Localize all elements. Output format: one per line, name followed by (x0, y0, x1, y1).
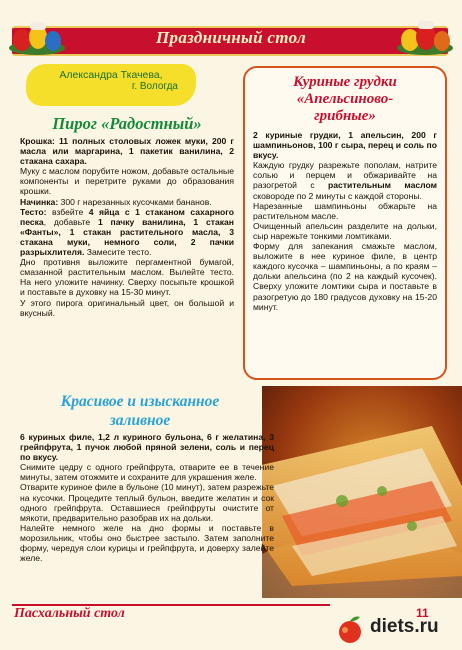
recipe-1-ingredients: Крошка: 11 полных столовых ложек муки, 200 г масла или маргарина, 1 пакетик ванилина, 2 стакана сахара. (20, 136, 234, 167)
page-number: 11 (416, 606, 429, 620)
recipe-2-paragraph: Каждую грудку разрежьте пополам, натрите солью и перцем и обжаривайте на разогретой с растительным маслом сковороде по 2 минуты с каждой стороны. (253, 160, 437, 201)
section-title: Праздничный стол (156, 28, 306, 47)
recipe-3-body (20, 432, 274, 563)
recipe-2-paragraph: Форму для запекания смажьте маслом, выложите в нее куриное филе, в центр каждого кусочка – шампиньоны, а по краям – дольки апельсина (по 2 на каждый кусочек). Сверху уложите ломтики сыра и поставьте в разогретую до 180 градусов духовку на 15-20 минут. (253, 241, 437, 312)
footer-title: Пасхальный стол (14, 606, 125, 621)
recipe-2-paragraph: Нарезанные шампиньоны обжарьте на растительном масле. (253, 200, 437, 221)
recipe-3-paragraph: Отварите куриное филе в бульоне (10 минут), затем разрежьте на кусочки. Процедите теплый бульон, введите желатин и сок одного грейпфрута. Оставшиеся грейпфруты очистите от мякоти, предварительно разобрав их на дольки. (20, 482, 274, 523)
aspic-photo (262, 386, 462, 598)
recipe-1-paragraph: У этого пирога оригинальный цвет, он большой и вкусный. (20, 297, 234, 318)
recipe-3-ingredients: 6 куриных филе, 1,2 л куриного бульона, 6 г желатина, 3 грейпфрута, 1 пучок любой пряной зелени, соль и перец по вкусу. (20, 432, 274, 463)
recipe-1-paragraph: Дно противня выложите пергаментной бумагой, смазанной растительным маслом. Вылейте тесто. На него уложите начинку. Сверху посыпьте крошкой и поставьте в духовку на 15-30 минут. (20, 257, 234, 298)
apple-logo-icon (330, 614, 370, 644)
recipe-3-paragraph: Снимите цедру с одного грейпфрута, отварите ее в течение минуты, затем отожмите и сохраните для украшения желе. (20, 462, 274, 483)
recipe-2-paragraph: Очищенный апельсин разделите на дольки, сыр нарежьте тонкими ломтиками. (253, 220, 437, 241)
recipe-2-body (253, 130, 437, 312)
recipe-2-ingredients: 2 куриные грудки, 1 апельсин, 200 г шампиньонов, 100 г сыра, перец и соль по вкусу. (253, 130, 437, 161)
author-badge (26, 64, 196, 106)
watermark-text: diets.ru (370, 616, 439, 637)
recipe-3-title: Красивое и изысканное заливное (60, 393, 220, 429)
recipe-3-paragraph: Налейте немного желе на дно формы и поставьте в морозильник, чтобы оно быстрее застыло. Затем заполните форму, чередуя слои курицы и грейпфрута, и доверху залейте желе. (20, 522, 274, 564)
recipe-1-filling: Начинка: 300 г нарезанных кусочками бананов. (20, 196, 212, 207)
recipe-1-title: Пирог «Радостный» (52, 114, 202, 133)
recipe-1-paragraph: Муку с маслом порубите ножом, добавьте остальные компоненты и перетрите руками до образования крошки. (20, 166, 234, 197)
author-city: г. Вологда (131, 81, 178, 92)
header (0, 0, 462, 60)
recipe-1-body (20, 136, 234, 318)
recipe-2-title: Куриные грудки «Апельсиново- грибные» (293, 74, 397, 124)
author-name: Александра Ткачева, (59, 69, 163, 81)
recipe-1-dough: Тесто: взбейте 4 яйца с 1 стаканом сахарного песка, добавьте 1 пачку ванилина, 1 стакан «Фанты», 1 стакан растительного масла, 3 стакана муки, немного соли, 2 пачки разрыхлителя. Замесите тесто. (20, 206, 235, 258)
